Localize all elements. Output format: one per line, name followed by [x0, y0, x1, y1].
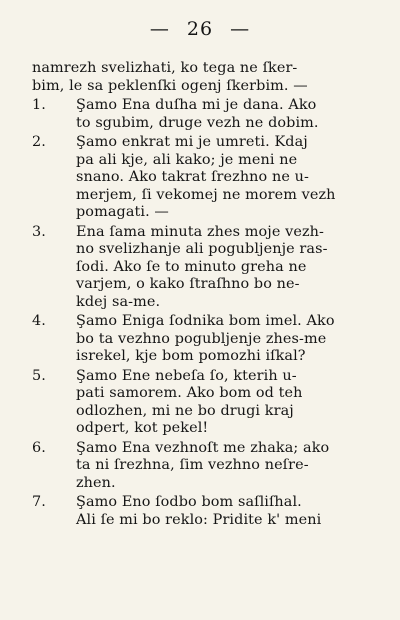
item-line: Şamo Ena duſha mi je dana. Ako: [76, 97, 317, 113]
item-number: 1.: [32, 97, 46, 113]
item-line: Şamo enkrat mi je umreti. Kdaj: [76, 134, 308, 150]
numbered-item-1: [32, 97, 372, 132]
item-line: snano. Ako takrat ſrezhno ne u-: [76, 169, 309, 185]
item-line: odlozhen, mi ne bo drugi kraj: [76, 402, 294, 419]
page-body-text: [32, 60, 372, 529]
item-number: 7.: [32, 494, 46, 510]
page-header: [0, 18, 400, 40]
item-line: pati samorem. Ako bom od teh: [76, 385, 303, 401]
item-text: [76, 368, 372, 438]
page-number: 26: [186, 18, 214, 40]
item-line: no svelizhanje ali pogubljenje ras-: [76, 241, 328, 257]
item-line: Ali ſe mi bo reklo: Pridite k' meni: [76, 511, 322, 528]
item-text: [76, 134, 372, 222]
item-text: [76, 97, 372, 132]
item-line: Şamo Eno ſodbo bom saſliſhal.: [76, 494, 302, 510]
item-line: pomagati. —: [76, 204, 169, 220]
item-line: varjem, o kako ſtraſhno bo ne-: [76, 276, 300, 292]
item-line: ſodi. Ako ſe to minuto greha ne: [76, 258, 307, 275]
item-line: to sgubim, druge vezh ne dobim.: [76, 114, 319, 131]
item-line: Şamo Ena vezhnoſt me zhaka; ako: [76, 439, 330, 456]
item-line: Ena ſama minuta zhes moje vezh-: [76, 223, 325, 240]
numbered-item-5: [32, 368, 372, 438]
item-number: 2.: [32, 134, 46, 150]
numbered-item-6: [32, 440, 372, 493]
item-number: 3.: [32, 223, 46, 240]
item-line: zhen.: [76, 474, 116, 491]
header-dash-right: —: [230, 18, 251, 40]
item-text: [76, 440, 372, 493]
item-line: Şamo Eniga ſodnika bom imel. Ako: [76, 313, 335, 329]
item-line: merjem, ſi vekomej ne morem vezh: [76, 186, 336, 203]
item-number: 5.: [32, 367, 46, 384]
item-text: [76, 313, 372, 366]
numbered-item-2: [32, 134, 372, 222]
item-line: isrekel, kje bom pomozhi iſkal?: [76, 348, 306, 364]
header-dash-left: —: [149, 18, 170, 40]
intro-line: bim, le sa peklenſki ogenj ſkerbim. —: [32, 77, 308, 94]
item-line: pa ali kje, ali kako; je meni ne: [76, 151, 298, 168]
item-line: kdej sa-me.: [76, 293, 161, 310]
numbered-item-4: [32, 313, 372, 366]
item-text: [76, 494, 372, 529]
numbered-item-7: [32, 494, 372, 529]
item-line: bo ta vezhno pogubljenje zhes-me: [76, 330, 327, 347]
item-text: [76, 224, 372, 312]
item-number: 4.: [32, 313, 46, 329]
item-line: ta ni ſrezhna, ſim vezhno neſre-: [76, 457, 309, 473]
item-line: Şamo Ene nebeſa ſo, kterih u-: [76, 367, 297, 384]
item-number: 6.: [32, 439, 46, 456]
item-line: odpert, kot pekel!: [76, 420, 209, 436]
numbered-item-3: [32, 224, 372, 312]
intro-line: namrezh svelizhati, ko tega ne ſker-: [32, 60, 298, 76]
